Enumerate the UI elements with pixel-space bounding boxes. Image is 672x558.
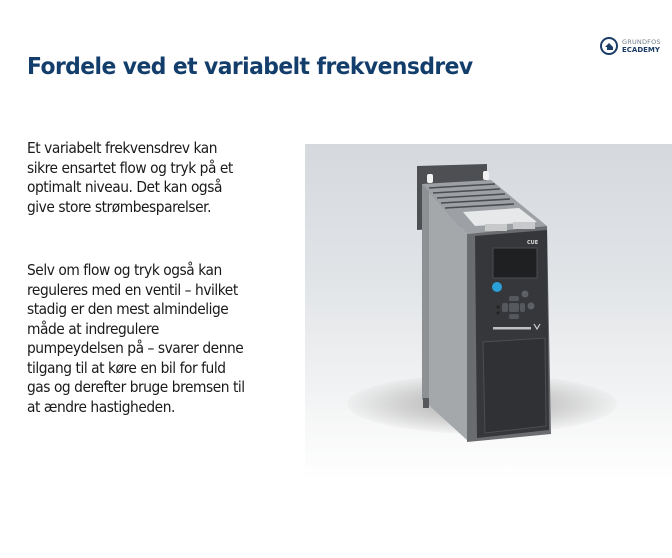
text-line: stadig er den mest almindelige	[27, 300, 229, 318]
paragraph-intro	[27, 139, 307, 217]
logo-brand-bottom: ECADEMY	[622, 46, 660, 54]
svg-text:CUE: CUE	[527, 240, 539, 246]
text-line: gas og derefter bruge bremsen til	[27, 378, 245, 396]
device-photo	[305, 144, 672, 480]
paragraph-analogy	[27, 261, 307, 417]
slide-title: Fordele ved et variabelt frekvensdrev	[27, 52, 473, 80]
text-line: optimalt niveau. Det kan også	[27, 178, 222, 196]
graduation-cap-icon	[600, 37, 618, 55]
text-line: at ændre hastigheden.	[27, 397, 175, 416]
grundfos-ecademy-logo	[600, 36, 670, 60]
text-line: Selv om flow og tryk også kan	[27, 261, 222, 279]
frequency-converter-illustration	[305, 144, 672, 480]
text-line: tilgang til at køre en bil for fuld	[27, 358, 226, 377]
text-line: sikre ensartet flow og tryk på et	[27, 158, 233, 177]
text-line: Et variabelt frekvensdrev kan	[27, 139, 218, 157]
text-line: pumpeydelsen på – svarer denne	[27, 339, 244, 357]
text-line: give store strømbesparelser.	[27, 197, 212, 216]
text-line: reguleres med en ventil – hvilket	[27, 280, 238, 299]
logo-brand-top: GRUNDFOS	[622, 38, 661, 46]
text-line: måde at indregulere	[27, 319, 159, 338]
